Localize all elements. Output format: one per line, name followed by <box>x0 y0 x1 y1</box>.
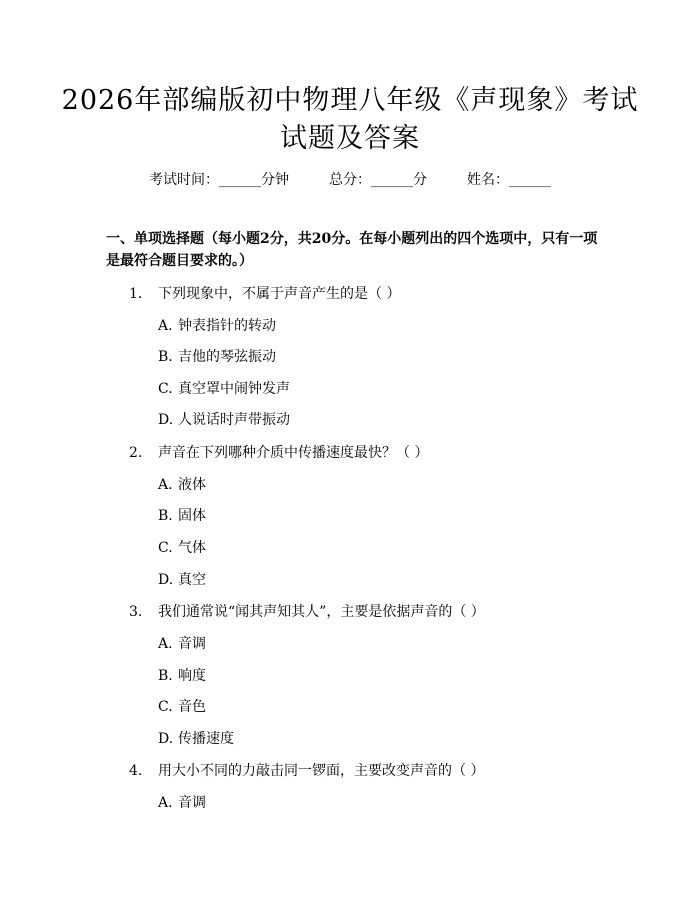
option-text: 音色 <box>178 699 206 715</box>
exam-meta <box>0 169 700 189</box>
option-label: B. <box>158 668 173 684</box>
option-text: 音调 <box>178 636 206 652</box>
question-text: 声音在下列哪种介质中传播速度最快？（ ） <box>158 445 429 461</box>
option-2d <box>158 569 206 589</box>
question-text: 下列现象中，不属于声音产生的是（ ） <box>158 286 401 302</box>
exam-score: 总分：______分 <box>329 172 427 188</box>
option-text: 响度 <box>178 668 206 684</box>
option-text: 音调 <box>178 795 206 811</box>
option-text: 固体 <box>178 508 206 524</box>
option-text: 气体 <box>178 540 206 556</box>
option-label: C. <box>158 540 173 556</box>
option-1c <box>158 378 290 398</box>
option-1a <box>158 315 276 335</box>
option-label: B. <box>158 508 173 524</box>
option-label: A. <box>158 795 173 811</box>
option-label: C. <box>158 699 173 715</box>
option-2b <box>158 505 206 525</box>
option-2a <box>158 474 206 494</box>
option-label: D. <box>158 412 174 428</box>
option-text: 传播速度 <box>178 731 234 747</box>
exam-time: 考试时间：______分钟 <box>149 172 289 188</box>
option-text: 真空 <box>178 572 206 588</box>
option-label: A. <box>158 318 173 334</box>
option-3c <box>158 696 206 716</box>
option-text: 液体 <box>178 477 206 493</box>
question-number: 3. <box>129 604 143 620</box>
option-text: 钟表指针的转动 <box>178 318 276 334</box>
question-number: 4. <box>129 763 143 779</box>
option-1d <box>158 409 290 429</box>
option-label: B. <box>158 349 173 365</box>
option-4a <box>158 792 206 812</box>
option-label: A. <box>158 636 173 652</box>
option-label: D. <box>158 572 174 588</box>
option-3b <box>158 665 206 685</box>
exam-name: 姓名：______ <box>467 172 551 188</box>
question-text: 我们通常说“闻其声知其人”，主要是依据声音的（ ） <box>158 604 485 620</box>
option-text: 吉他的琴弦振动 <box>178 349 276 365</box>
option-3a <box>158 633 206 653</box>
question-text: 用大小不同的力敲击同一锣面，主要改变声音的（ ） <box>158 763 485 779</box>
option-label: C. <box>158 381 173 397</box>
question-number: 2. <box>129 445 143 461</box>
question-number: 1. <box>129 286 143 302</box>
question-2 <box>129 442 428 462</box>
question-1 <box>129 283 400 303</box>
question-3 <box>129 601 485 621</box>
section-heading: 一、单项选择题（每小题2分，共20分。在每小题列出的四个选项中，只有一项是最符合题目要求的。） <box>106 231 598 269</box>
option-text: 真空罩中闹钟发声 <box>178 381 290 397</box>
page-title: 2026年部编版初中物理八年级《声现象》考试试题及答案 <box>61 85 639 154</box>
option-3d <box>158 728 234 748</box>
option-label: A. <box>158 477 173 493</box>
option-2c <box>158 537 206 557</box>
option-label: D. <box>158 731 174 747</box>
question-4 <box>129 760 484 780</box>
option-text: 人说话时声带振动 <box>178 412 290 428</box>
option-1b <box>158 346 276 366</box>
